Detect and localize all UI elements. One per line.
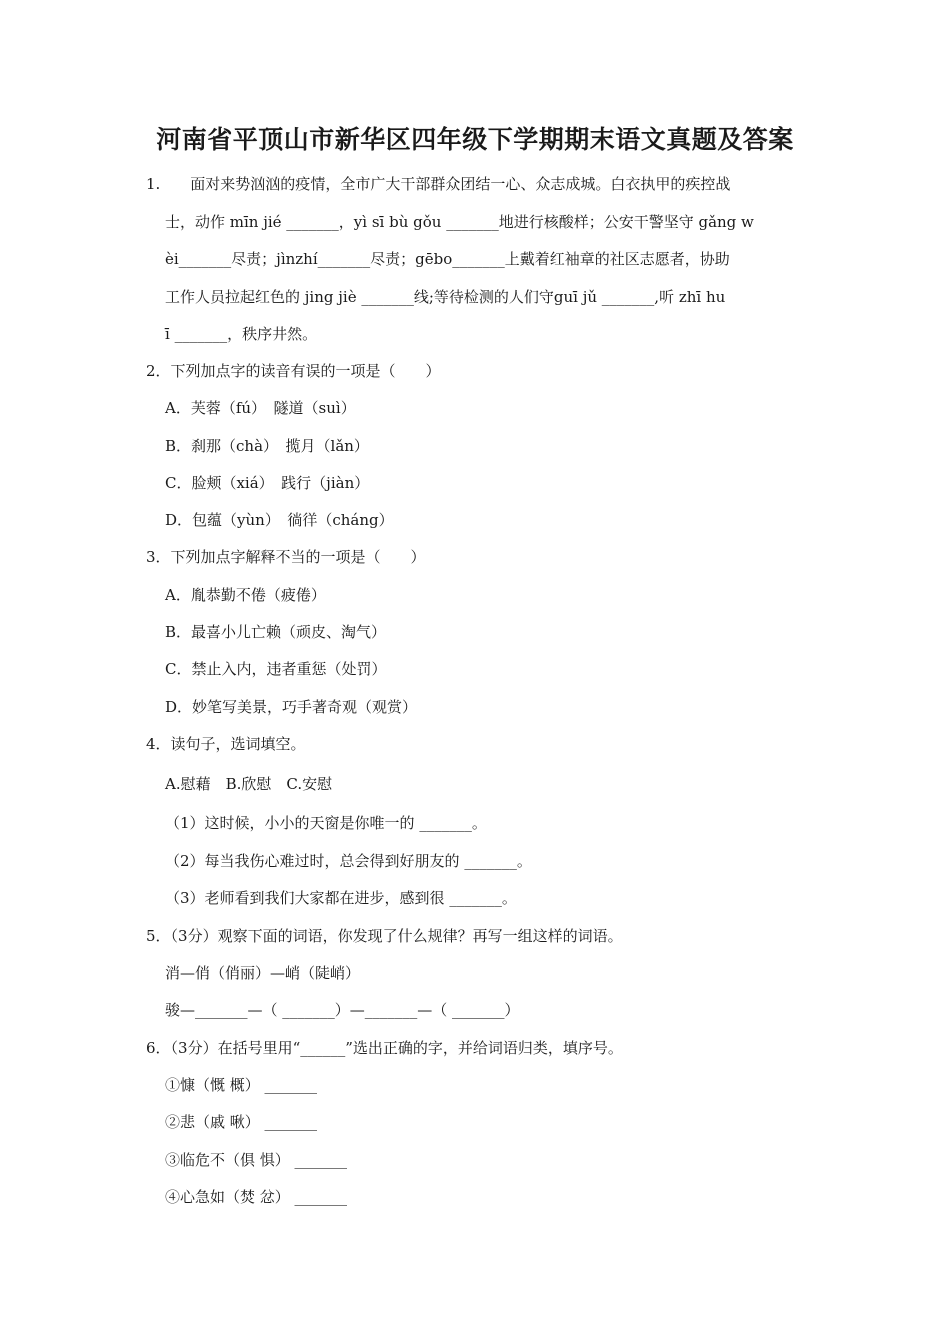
q2-option-d: D．包蕴（yùn） 徜徉（cháng）: [165, 511, 394, 529]
q6-item-1: ①慷（慨 概） _______: [165, 1076, 318, 1094]
q5-example: 消—俏（俏丽）—峭（陡峭）: [165, 964, 361, 982]
q3-option-a: A．胤恭勤不倦（疲倦）: [165, 586, 326, 604]
q4-item-2: （2）每当我伤心难过时，总会得到好朋友的 _______。: [165, 852, 532, 870]
q1-line-5: ī _______，秩序井然。: [165, 325, 318, 343]
q5-blank: 骏—_______—（ _______）—_______—（ _______）: [165, 1001, 520, 1019]
q6-item-4: ④心急如（焚 忿） _______: [165, 1188, 348, 1206]
q2-option-c: C．脸颊（xiá） 践行（jiàn）: [165, 474, 370, 492]
q2-stem: 2．下列加点字的读音有误的一项是（ ）: [146, 362, 441, 380]
q4-stem: 4．读句子，选词填空。: [146, 735, 306, 753]
q1-line-3: èi_______尽责；jìnzhí_______尽责；gēbo_______上戴着红袖章的社区志愿者，协助: [165, 250, 730, 268]
q3-option-c: C．禁止入内，违者重惩（处罚）: [165, 660, 387, 678]
q6-item-3: ③临危不（俱 惧） _______: [165, 1151, 348, 1169]
q5-stem: 5．（3分）观察下面的词语，你发现了什么规律？再写一组这样的词语。: [146, 927, 623, 945]
q2-option-b: B．刹那（chà） 揽月（lǎn）: [165, 437, 369, 455]
q6-stem: 6．（3分）在括号里用“______”选出正确的字，并给词语归类，填序号。: [146, 1039, 623, 1057]
q4-item-3: （3）老师看到我们大家都在进步，感到很 _______。: [165, 889, 517, 907]
q4-choices: A.慰藉 B.欣慰 C.安慰: [165, 775, 333, 793]
q1-line-2: 士，动作 mīn jié _______，yì sī bù gǒu _______地进行核酸样；公安干警坚守 gǎng w: [165, 213, 754, 231]
q6-item-2: ②悲（戚 啾） _______: [165, 1113, 318, 1131]
q4-item-1: （1）这时候，小小的天窗是你唯一的 _______。: [165, 814, 487, 832]
q1-line-4: 工作人员拉起红色的 jing jiè _______线;等待检测的人们守guī jǔ _______,听 zhī hu: [165, 288, 726, 306]
q3-stem: 3．下列加点字解释不当的一项是（ ）: [146, 548, 426, 566]
q2-option-a: A．芙蓉（fú） 隧道（suì）: [165, 399, 356, 417]
q3-option-b: B．最喜小儿亡赖（顽皮、淘气）: [165, 623, 387, 641]
q3-option-d: D．妙笔写美景，巧手著奇观（观赏）: [165, 698, 418, 716]
page-title: 河南省平顶山市新华区四年级下学期期末语文真题及答案: [156, 125, 794, 154]
q1-line-1: 1. 面对来势汹汹的疫情，全市广大干部群众团结一心、众志成城。白衣执甲的疾控战: [146, 175, 731, 193]
